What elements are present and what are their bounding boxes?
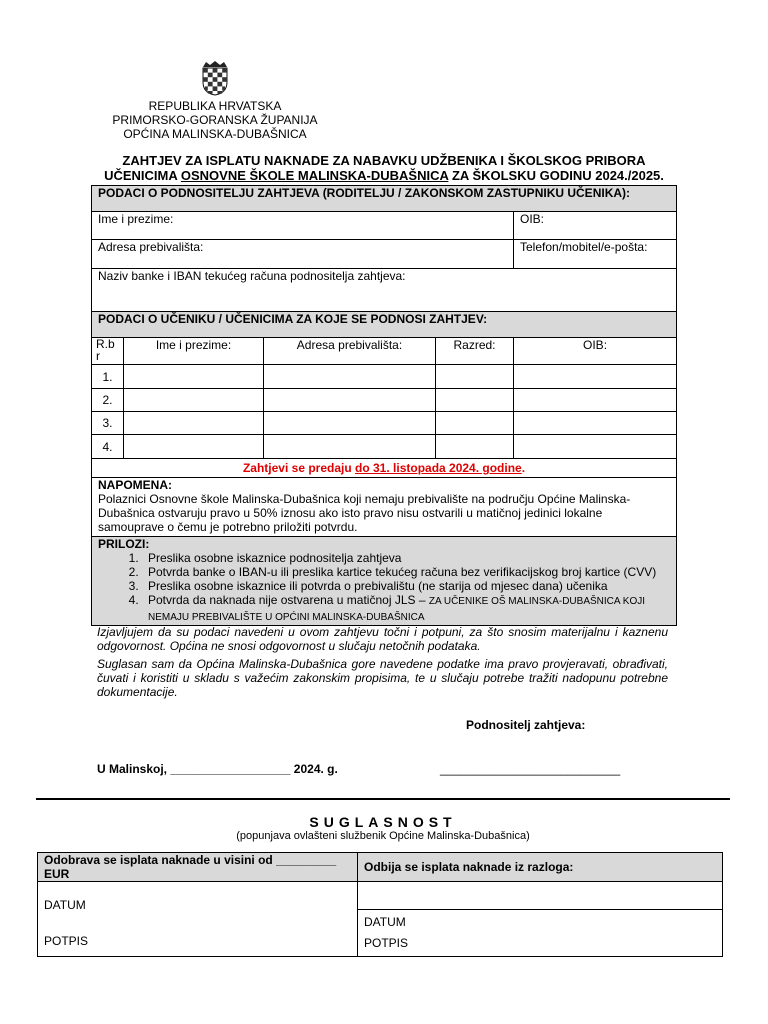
student-oib-cell[interactable]	[514, 389, 677, 412]
student-address-cell[interactable]	[264, 412, 436, 435]
consent-subtitle: (popunjava ovlašteni službenik Općine Malinska-Dubašnica)	[236, 830, 530, 842]
col-header-oib: OIB:	[514, 338, 677, 365]
header-country: REPUBLIKA HRVATSKA	[148, 99, 282, 113]
reject-heading: Odbija se isplata naknade iz razloga:	[358, 853, 723, 882]
students-section-heading: PODACI O UČENIKU / UČENICIMA ZA KOJE SE PODNOSI ZAHTJEV:	[92, 312, 677, 338]
row-number: 1.	[92, 365, 124, 389]
attachments-box	[92, 537, 677, 626]
applicant-address-field[interactable]	[92, 240, 514, 269]
reject-reason-field[interactable]	[358, 882, 723, 910]
consent-title: SUGLASNOST	[309, 814, 457, 830]
title-line-2-a: UČENICIMA	[104, 168, 181, 183]
deadline-notice	[92, 459, 677, 478]
approve-signature-box[interactable]	[38, 882, 358, 957]
student-grade-cell[interactable]	[436, 435, 514, 459]
applicant-contact-label: Telefon/mobitel/e-pošta:	[520, 240, 648, 254]
header-municipality: OPĆINA MALINSKA-DUBAŠNICA	[123, 127, 307, 141]
declaration-paragraph-2: Suglasan sam da Općina Malinska-Dubašnica gore navedene podatke ima pravo provjeravati, obrađivati, čuvati i koristiti u skladu s važećim zakonskim propisima, te u slučaju potrebe tražiti nadopunu potrebne dokumentacije.	[97, 657, 668, 699]
applicant-oib-field[interactable]	[514, 212, 677, 240]
col-header-address: Adresa prebivališta:	[264, 338, 436, 365]
application-form-table	[91, 185, 677, 626]
applicant-bank-field[interactable]	[92, 269, 677, 312]
title-line-2	[80, 168, 688, 183]
note-box	[92, 478, 677, 537]
consent-table	[37, 852, 723, 957]
student-address-cell[interactable]	[264, 365, 436, 389]
signer-label: Podnositelj zahtjeva:	[466, 718, 586, 732]
reject-sign-label: POTPIS	[364, 936, 409, 950]
student-name-cell[interactable]	[124, 412, 264, 435]
applicant-name-field[interactable]	[92, 212, 514, 240]
student-oib-cell[interactable]	[514, 412, 677, 435]
declaration	[97, 625, 668, 703]
signature-line[interactable]: ___________________________	[440, 762, 621, 776]
table-row	[92, 435, 677, 459]
form-title	[80, 153, 688, 183]
applicant-section-heading: PODACI O PODNOSITELJU ZAHTJEVA (RODITELJU / ZAKONSKOM ZASTUPNIKU UČENIKA):	[92, 186, 677, 212]
declaration-paragraph-1: Izjavljujem da su podaci navedeni u ovom zahtjevu točni i potpuni, za što snosim materijalnu i kaznenu odgovornost. Općina ne snosi odgovornost u slučaju netočnih podataka.	[97, 625, 668, 653]
title-line-1: ZAHTJEV ZA ISPLATU NAKNADE ZA NABAVKU UDŽBENIKA I ŠKOLSKOG PRIBORA	[122, 153, 646, 168]
student-grade-cell[interactable]	[436, 412, 514, 435]
approve-heading[interactable]: Odobrava se isplata naknade u visini od _________ EUR	[38, 853, 358, 882]
student-name-cell[interactable]	[124, 435, 264, 459]
deadline-date: do 31. listopada 2024. godine	[355, 461, 522, 475]
student-oib-cell[interactable]	[514, 435, 677, 459]
student-oib-cell[interactable]	[514, 365, 677, 389]
issuer-header	[108, 99, 322, 141]
row-number: 3.	[92, 412, 124, 435]
table-row	[92, 389, 677, 412]
reject-date-label: DATUM	[364, 915, 406, 929]
croatian-coat-of-arms-icon	[201, 60, 229, 96]
header-county: PRIMORSKO-GORANSKA ŽUPANIJA	[112, 113, 318, 127]
deadline-text-c: .	[521, 461, 526, 475]
title-line-2-c: ZA ŠKOLSKU GODINU 2024./2025.	[448, 168, 664, 183]
col-header-grade: Razred:	[436, 338, 514, 365]
applicant-address-label: Adresa prebivališta:	[98, 240, 204, 254]
table-row	[92, 412, 677, 435]
student-address-cell[interactable]	[264, 389, 436, 412]
section-divider	[36, 798, 730, 800]
table-row	[92, 365, 677, 389]
attachment-4-main: Potvrda da naknada nije ostvarena u matičnoj JLS –	[148, 593, 429, 607]
applicant-oib-label: OIB:	[520, 212, 545, 226]
col-header-name: Ime i prezime:	[124, 338, 264, 365]
note-heading: NAPOMENA:	[98, 478, 172, 492]
attachment-4-condition: ZA UČENIKE OŠ MALINSKA-DUBAŠNICA KOJI NEMAJU PREBIVALIŠTE U OPĆINI MALINSKA-DUBAŠNICA	[148, 596, 646, 623]
student-grade-cell[interactable]	[436, 365, 514, 389]
note-text: Polaznici Osnovne škole Malinska-Dubašnica koji nemaju prebivalište na području Općine Malinska-Dubašnica ostvaruju pravo u 50% iznosu ako isto pravo nisu ostvarili u matičnoj jedinici lokalne samouprave o čemu je potrebno priložiti potvrdu.	[98, 492, 631, 534]
student-name-cell[interactable]	[124, 365, 264, 389]
applicant-bank-label: Naziv banke i IBAN tekućeg računa podnositelja zahtjeva:	[98, 269, 406, 283]
list-item	[142, 593, 670, 625]
list-item: 3. Preslika osobne iskaznice ili potvrda o prebivalištu (ne starija od mjesec dana) učenika	[142, 579, 670, 593]
reject-signature-box[interactable]	[358, 910, 723, 957]
applicant-name-label: Ime i prezime:	[98, 212, 174, 226]
attachments-heading: PRILOZI:	[98, 537, 150, 551]
student-address-cell[interactable]	[264, 435, 436, 459]
applicant-contact-field[interactable]	[514, 240, 677, 269]
row-number: 2.	[92, 389, 124, 412]
attachments-list	[98, 551, 670, 625]
title-school-name: OSNOVNE ŠKOLE MALINSKA-DUBAŠNICA	[180, 168, 449, 183]
approve-date-label: DATUM	[44, 898, 86, 912]
approve-sign-label: POTPIS	[44, 934, 89, 948]
place-date-field[interactable]: U Malinskoj, __________________ 2024. g.	[97, 762, 338, 776]
list-item: 2. Potvrda banke o IBAN-u ili preslika kartice tekućeg računa bez verifikacijskog broj kartice (CVV)	[142, 565, 670, 579]
row-number: 4.	[92, 435, 124, 459]
student-grade-cell[interactable]	[436, 389, 514, 412]
deadline-text-a: Zahtjevi se predaju	[242, 461, 356, 475]
student-name-cell[interactable]	[124, 389, 264, 412]
col-header-rbr: R.b r	[92, 338, 124, 365]
list-item: 1. Preslika osobne iskaznice podnositelja zahtjeva	[142, 551, 670, 565]
